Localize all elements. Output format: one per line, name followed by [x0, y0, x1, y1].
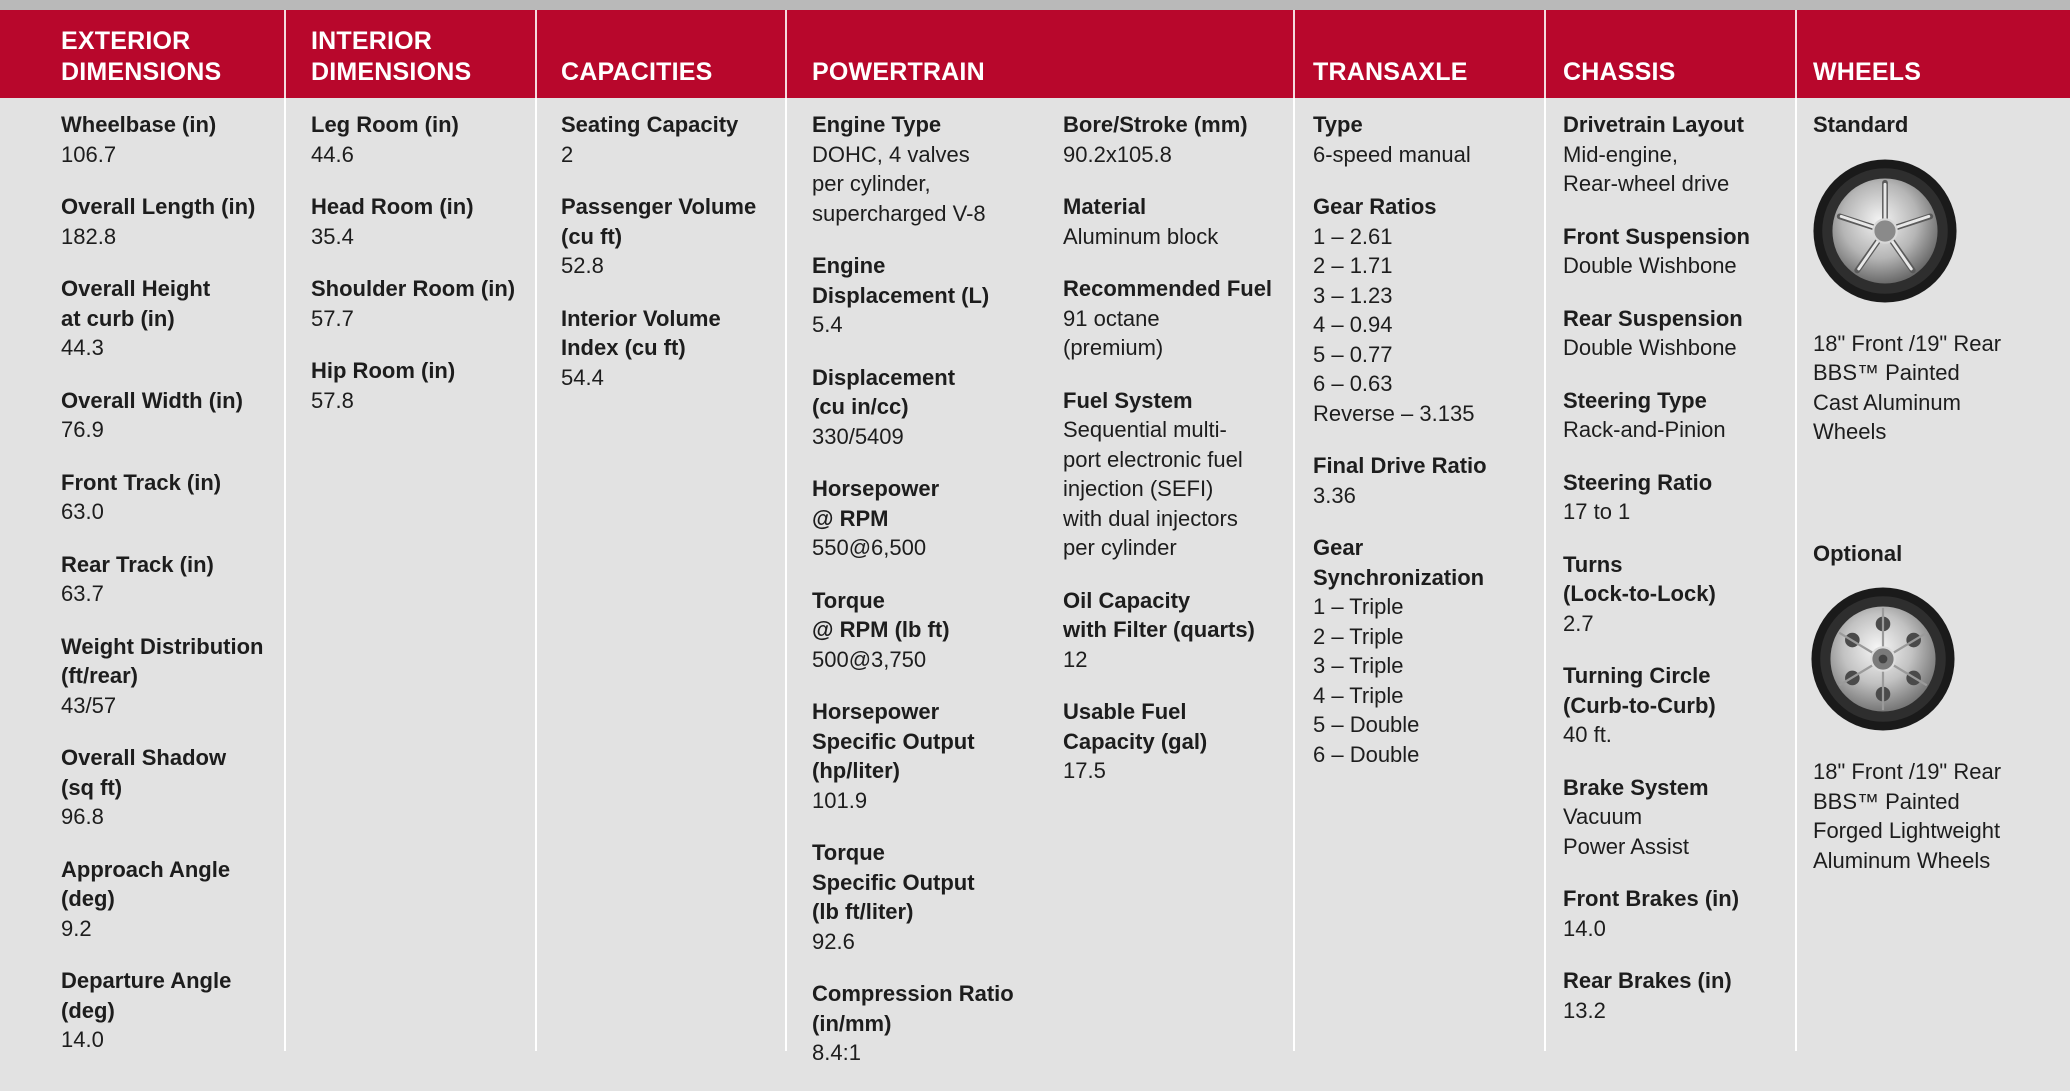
spec-item	[61, 632, 281, 721]
spec-value: 96.8	[61, 804, 104, 829]
spec-label: Turning Circle (Curb-to-Curb)	[1563, 663, 1716, 718]
header-transaxle: TRANSAXLE	[1313, 58, 1468, 86]
spec-value: Mid-engine, Rear-wheel drive	[1563, 141, 1730, 196]
transaxle-column	[1313, 110, 1541, 792]
wheel-standard-label: Standard	[1813, 112, 1909, 137]
spec-item	[561, 110, 781, 169]
spec-label: Engine Type	[812, 112, 942, 137]
column-divider	[284, 98, 286, 1051]
header-divider	[785, 10, 787, 98]
spec-item	[311, 192, 531, 251]
spec-label: Steering Ratio	[1563, 469, 1713, 495]
chassis-column	[1563, 110, 1791, 1048]
spec-item	[1313, 192, 1541, 428]
spec-label: Type	[1313, 112, 1363, 137]
spec-label: Drivetrain Layout	[1563, 112, 1744, 137]
spec-label: Gear Synchronization	[1313, 535, 1485, 590]
header-divider	[284, 10, 286, 98]
spec-value: 8.4:1	[812, 1040, 861, 1065]
header-wheels: WHEELS	[1813, 58, 1922, 86]
wheels-column	[1813, 110, 2063, 875]
spec-label: Overall Shadow (sq ft)	[61, 745, 227, 800]
header-exterior-dimensions: EXTERIOR DIMENSIONS	[61, 27, 222, 86]
spec-item	[812, 251, 1052, 340]
spec-label: Torque @ RPM (lb ft)	[812, 587, 950, 642]
spec-item	[1563, 468, 1791, 527]
spec-label: Gear Ratios	[1313, 194, 1437, 219]
spec-label: Overall Length (in)	[61, 194, 256, 219]
spec-value: 2.7	[1563, 610, 1594, 636]
spec-label: Brake System	[1563, 774, 1709, 800]
spec-item	[61, 274, 281, 363]
spec-value: 12	[1063, 646, 1088, 672]
spec-label: Overall Height at curb (in)	[61, 276, 211, 331]
spec-label: Torque Specific Output (lb ft/liter)	[812, 840, 975, 924]
spec-item	[1063, 192, 1291, 251]
spec-value: 13.2	[1563, 997, 1606, 1023]
spec-value: 63.0	[61, 499, 104, 524]
spec-item	[1063, 586, 1291, 675]
spec-item	[1563, 773, 1791, 862]
spec-value: 3.36	[1313, 482, 1356, 508]
spec-value: Vacuum Power Assist	[1563, 804, 1689, 859]
spec-value: 63.7	[61, 581, 104, 606]
spec-value: 14.0	[1563, 915, 1606, 941]
spec-item	[61, 550, 281, 609]
spec-value: 43/57	[61, 692, 117, 718]
header-chassis: CHASSIS	[1563, 58, 1676, 86]
spec-label: Rear Track (in)	[61, 551, 214, 577]
spec-label: Rear Suspension	[1563, 305, 1743, 331]
spec-item	[1563, 304, 1791, 363]
interior-dimensions-column	[311, 110, 531, 438]
spec-value: 500@3,750	[812, 646, 927, 672]
spec-label: Material	[1063, 194, 1147, 219]
spec-value: 182.8	[61, 223, 117, 249]
wheel-optional-label: Optional	[1813, 540, 1903, 566]
spec-item	[1563, 222, 1791, 281]
header-interior-dimensions: INTERIOR DIMENSIONS	[311, 27, 472, 86]
wheel-standard-caption: 18" Front /19" Rear BBS™ Painted Cast Aluminum Wheels	[1813, 330, 2002, 444]
spec-label: Bore/Stroke (mm)	[1063, 112, 1248, 137]
spec-label: Recommended Fuel	[1063, 276, 1273, 301]
spec-item	[1063, 110, 1291, 169]
spec-value: 44.6	[311, 141, 354, 167]
column-divider	[1544, 98, 1546, 1051]
spec-item	[1063, 697, 1291, 786]
spec-value: Rack-and-Pinion	[1563, 417, 1726, 442]
spec-value: 52.8	[561, 253, 604, 278]
spec-label: Front Suspension	[1563, 223, 1750, 249]
spec-value: 330/5409	[812, 423, 904, 449]
spec-label: Front Track (in)	[61, 469, 222, 495]
spec-value: 91 octane (premium)	[1063, 305, 1164, 360]
spec-item	[1563, 386, 1791, 445]
header-powertrain: POWERTRAIN	[812, 58, 985, 86]
capacities-column	[561, 110, 781, 415]
spec-label: Approach Angle (deg)	[61, 856, 231, 911]
spec-item	[812, 110, 1052, 228]
spec-label: Interior Volume Index (cu ft)	[561, 305, 721, 360]
spec-value: Sequential multi- port electronic fuel injection (SEFI) with dual injectors per cylinder	[1063, 417, 1243, 560]
header-divider	[1544, 10, 1546, 98]
spec-label: Engine Displacement (L)	[812, 253, 990, 308]
header-divider	[1293, 10, 1295, 98]
spec-value: Double Wishbone	[1563, 335, 1737, 360]
spec-label: Displacement (cu in/cc)	[812, 364, 956, 419]
spec-value: 57.8	[311, 387, 354, 413]
header-divider	[535, 10, 537, 98]
spec-label: Oil Capacity with Filter (quarts)	[1063, 587, 1255, 642]
header-capacities: CAPACITIES	[561, 58, 713, 86]
spec-item	[561, 304, 781, 393]
powertrain-column-a	[812, 110, 1052, 1091]
spec-item	[561, 192, 781, 281]
spec-label: Fuel System	[1063, 387, 1193, 413]
spec-item	[61, 855, 281, 944]
spec-label: Departure Angle (deg)	[61, 968, 232, 1023]
column-divider	[785, 98, 787, 1051]
spec-label: Hip Room (in)	[311, 358, 456, 383]
spec-item	[1063, 274, 1291, 363]
spec-item	[1313, 451, 1541, 510]
top-strip	[0, 0, 2070, 10]
header-divider	[1795, 10, 1797, 98]
spec-item	[1563, 110, 1791, 199]
spec-value: 44.3	[61, 335, 104, 360]
column-divider	[535, 98, 537, 1051]
spec-label: Shoulder Room (in)	[311, 276, 516, 301]
column-divider	[1293, 98, 1295, 1051]
spec-item	[1563, 884, 1791, 943]
spec-label: Weight Distribution (ft/rear)	[61, 633, 264, 688]
spec-value: 9.2	[61, 915, 92, 941]
spec-item	[61, 386, 281, 445]
spec-value: 550@6,500	[812, 535, 927, 560]
spec-label: Steering Type	[1563, 387, 1707, 413]
spec-value: 92.6	[812, 928, 855, 954]
spec-value: 54.4	[561, 364, 604, 390]
spec-value: 57.7	[311, 305, 354, 331]
spec-value: DOHC, 4 valves per cylinder, supercharged V-8	[812, 141, 986, 226]
spec-label: Horsepower Specific Output (hp/liter)	[812, 699, 975, 783]
spec-value: Double Wishbone	[1563, 253, 1737, 278]
spec-item	[1313, 533, 1541, 769]
spec-value: 5.4	[812, 312, 843, 337]
spec-item	[61, 192, 281, 251]
spec-item	[1563, 966, 1791, 1025]
spec-value: 14.0	[61, 1027, 104, 1052]
spec-item	[61, 966, 281, 1055]
spec-label: Usable Fuel Capacity (gal)	[1063, 699, 1208, 754]
spec-item	[61, 110, 281, 169]
spec-item	[311, 110, 531, 169]
spec-value: 6-speed manual	[1313, 141, 1471, 167]
wheel-optional-icon	[1810, 586, 2063, 737]
spec-item	[61, 468, 281, 527]
spec-value: 76.9	[61, 417, 104, 442]
spec-label: Horsepower @ RPM	[812, 476, 940, 531]
spec-item	[311, 274, 531, 333]
spec-item	[812, 697, 1052, 815]
wheel-optional-caption: 18" Front /19" Rear BBS™ Painted Forged Lightweight Aluminum Wheels	[1813, 759, 2002, 873]
spec-label: Front Brakes (in)	[1563, 886, 1740, 911]
powertrain-column-b	[1063, 110, 1291, 809]
spec-label: Passenger Volume (cu ft)	[561, 194, 757, 249]
spec-item	[1563, 661, 1791, 750]
spec-label: Compression Ratio (in/mm)	[812, 981, 1014, 1036]
spec-label: Rear Brakes (in)	[1563, 968, 1732, 993]
spec-value: Aluminum block	[1063, 223, 1219, 249]
spec-item	[1563, 550, 1791, 639]
spec-item	[311, 356, 531, 415]
spec-label: Overall Width (in)	[61, 387, 243, 413]
spec-value: 40 ft.	[1563, 722, 1612, 747]
spec-label: Leg Room (in)	[311, 112, 459, 137]
spec-value: 2	[561, 141, 574, 167]
spec-value: 17.5	[1063, 758, 1106, 783]
spec-value: 17 to 1	[1563, 499, 1631, 524]
spec-item	[812, 586, 1052, 675]
spec-label: Wheelbase (in)	[61, 112, 217, 137]
spec-value: 106.7	[61, 141, 117, 167]
spec-item	[1063, 386, 1291, 563]
spec-value: 101.9	[812, 787, 868, 813]
spec-item	[812, 474, 1052, 563]
spec-value: 1 – Triple 2 – Triple 3 – Triple 4 – Triple 5 – Double 6 – Double	[1313, 594, 1420, 767]
spec-item	[812, 979, 1052, 1068]
spec-value: 90.2x105.8	[1063, 141, 1172, 167]
column-divider	[1795, 98, 1797, 1051]
spec-item	[812, 838, 1052, 956]
spec-value: 35.4	[311, 223, 354, 249]
spec-value: 1 – 2.61 2 – 1.71 3 – 1.23 4 – 0.94 5 – 0.77 6 – 0.63 Reverse – 3.135	[1313, 223, 1475, 426]
spec-item	[1313, 110, 1541, 169]
spec-label: Head Room (in)	[311, 194, 474, 219]
spec-label: Seating Capacity	[561, 112, 739, 137]
exterior-dimensions-column	[61, 110, 281, 1078]
spec-item	[61, 743, 281, 832]
spec-label: Final Drive Ratio	[1313, 453, 1487, 478]
wheel-standard-icon	[1812, 158, 2063, 309]
spec-label: Turns (Lock-to-Lock)	[1563, 551, 1716, 606]
spec-item	[812, 363, 1052, 452]
